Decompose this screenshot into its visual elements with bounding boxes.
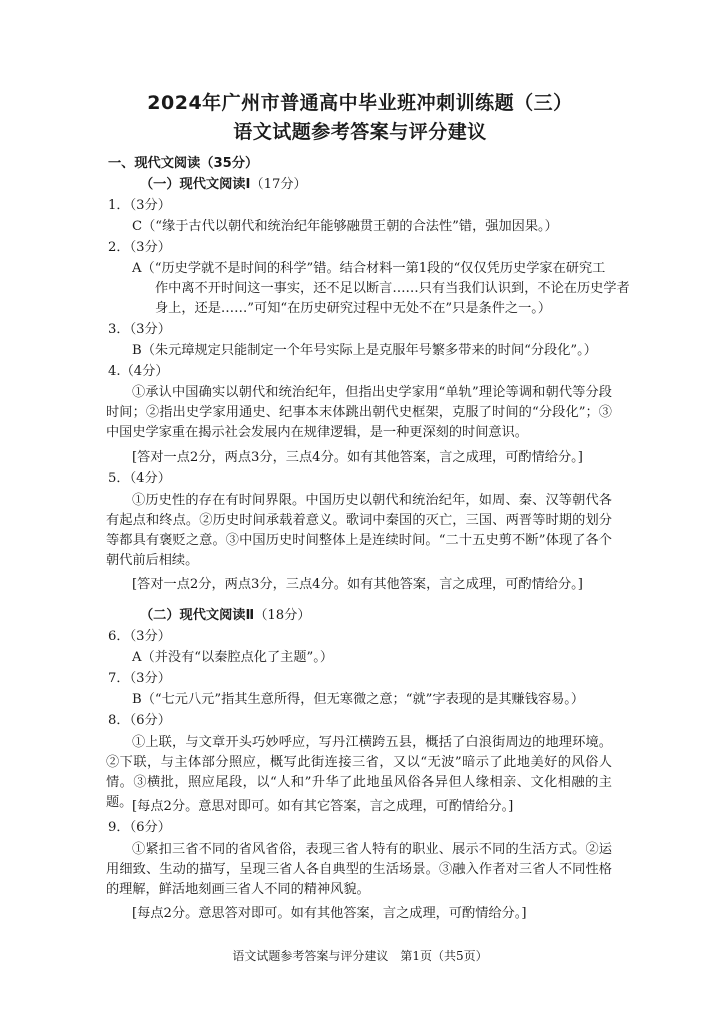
question-5-number: 5．（4分） [108,471,171,486]
subsection-1-label: （一）现代文阅读Ⅰ [140,177,251,192]
document-subtitle: 语文试题参考答案与评分建议 [233,121,487,143]
question-3-number: 3．（3分） [108,322,171,337]
question-8-number: 8．（6分） [108,713,171,728]
question-2-answer-line-1: A（“历史学就不是时间的科学”错。结合材料一第1段的“仅仅凭历史学家在研究工 [132,261,606,276]
question-4-number: 4.（4分） [108,364,169,379]
question-1-number: 1．（3分） [108,198,171,213]
question-9-answer: ①紧扣三省不同的省风省俗，表现三省人特有的职业、展示不同的生活方式。②运用细致、生动的描写，呈现三省人各自典型的生活场景。③融入作者对三省人不同性格的理解，鲜活地刻画三省人不同的精神风貌。 [106,842,612,897]
question-6-number: 6．（3分） [108,629,171,644]
question-9-number: 9．（6分） [108,820,171,835]
subsection-2-score: （18分） [254,608,311,623]
question-2-number: 2．（3分） [108,240,171,255]
question-6-answer: A（并没有“以秦腔点化了主题”。） [132,650,334,665]
question-1-answer: C（“缘于古代以朝代和统治纪年能够融贯王朝的合法性”错，强加因果。） [132,219,558,234]
subsection-heading-1 [140,176,307,194]
page-footer: 语文试题参考答案与评分建议 第1页（共5页） [232,949,488,963]
question-9-scoring-note: [每点2分。意思答对即可。如有其他答案，言之成理，可酌情给分。] [132,906,527,921]
question-8-answer: ①上联，与文章开头巧妙呼应，写丹江横跨五县，概括了白浪街周边的地理环境。②下联，与主体部分照应，概写此街连接三省，又以“无波”暗示了此地美好的风俗人情。③横批，照应尾段，以“人和”升华了此地虽风俗各异但人缘相亲、文化相融的主题。 [106,735,612,810]
question-2-answer-line-3: 身上，还是……”可知“在历史研究过程中无处不在”只是条件之一。） [155,301,552,316]
question-7-answer: B（“七元八元”指其生意所得，但无寒微之意；“就”字表现的是其赚钱容易。） [132,692,585,707]
question-8-scoring-note: [每点2分。意思对即可。如有其它答案，言之成理，可酌情给分。] [132,799,514,814]
question-5-scoring-note: [答对一点2分，两点3分，三点4分。如有其他答案，言之成理，可酌情给分。] [132,577,583,592]
document-title: 2024年广州市普通高中毕业班冲刺训练题（三） [147,92,573,114]
section-heading-reading: 一、现代文阅读（35分） [108,156,259,171]
question-7-number: 7．（3分） [108,671,171,686]
subsection-1-score: （17分） [250,177,307,192]
question-4-scoring-note: [答对一点2分，两点3分，三点4分。如有其他答案，言之成理，可酌情给分。] [132,450,583,465]
question-4-answer: ①承认中国确实以朝代和统治纪年，但指出史学家用“单轨”理论等调和朝代等分段时间；②指出史学家用通史、纪事本末体跳出朝代史框架，克服了时间的“分段化”；③中国史学家重在揭示社会发展内在规律逻辑，是一种更深刻的时间意识。 [106,385,612,440]
subsection-heading-2 [140,607,311,625]
question-2-answer-line-2: 作中离不开时间这一事实，还不足以断言……只有当我们认识到，不论在历史学者 [155,281,630,296]
question-3-answer: B（朱元璋规定只能制定一个年号实际上是克服年号繁多带来的时间“分段化”。） [132,343,597,358]
question-5-answer: ①历史性的存在有时间界限。中国历史以朝代和统治纪年，如周、秦、汉等朝代各有起点和终点。②历史时间承载着意义。歌词中秦国的灭亡，三国、两晋等时期的划分等都具有褒贬之意。③中国历史时间整体上是连续时间。“二十五史剪不断”体现了各个朝代前后相续。 [106,493,612,568]
subsection-2-label: （二）现代文阅读Ⅱ [140,608,255,623]
